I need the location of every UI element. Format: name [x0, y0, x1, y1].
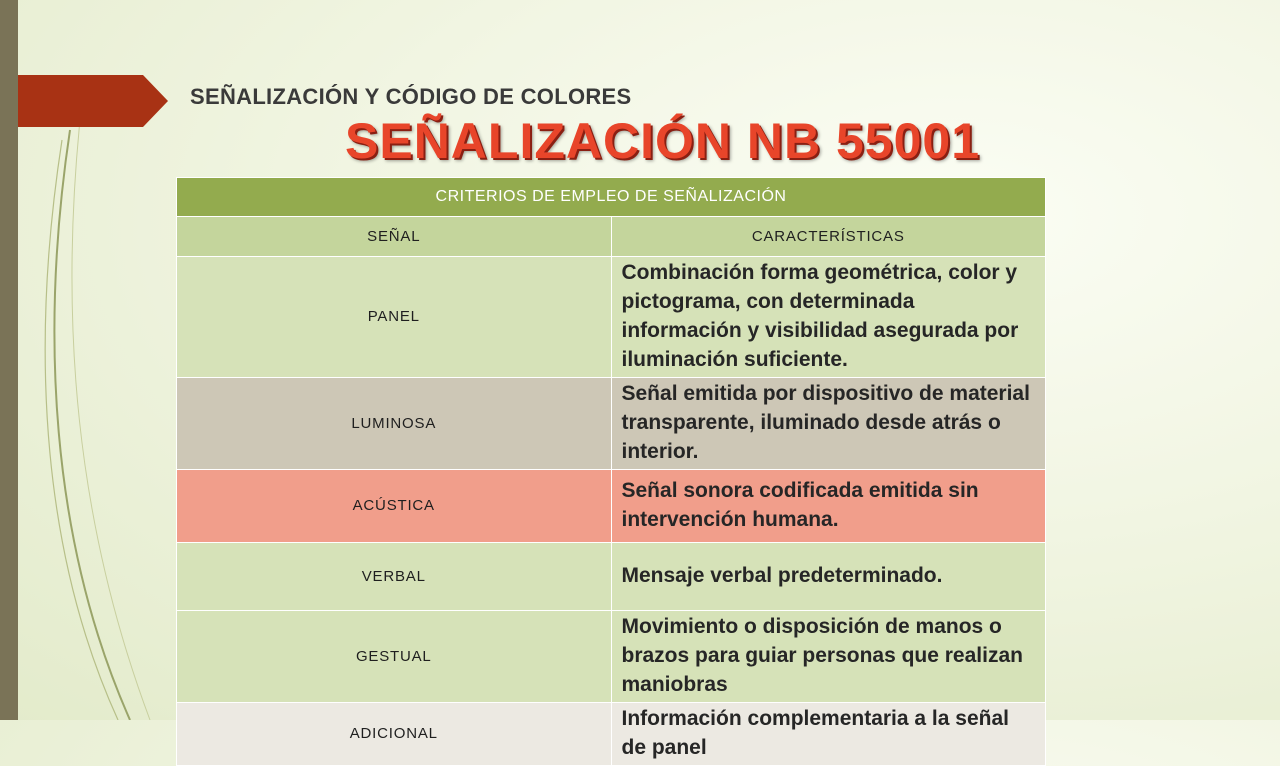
side-bar: [0, 0, 18, 720]
table-row: [177, 542, 1046, 610]
row-description: Mensaje verbal predeterminado.: [611, 542, 1046, 610]
table-row: [177, 377, 1046, 469]
slide-subtitle: SEÑALIZACIÓN Y CÓDIGO DE COLORES: [190, 84, 632, 109]
table-row: [177, 469, 1046, 542]
column-header-signal: SEÑAL: [177, 217, 612, 257]
signage-criteria-table: [176, 177, 1046, 766]
row-signal: GESTUAL: [177, 610, 612, 702]
column-header-characteristics: CARACTERÍSTICAS: [611, 217, 1046, 257]
table-header: CRITERIOS DE EMPLEO DE SEÑALIZACIÓN: [177, 178, 1046, 217]
column-header-row: [177, 217, 1046, 257]
slide-title: SEÑALIZACIÓN NB 55001: [345, 113, 981, 169]
table-row: [177, 610, 1046, 702]
table-header-row: [177, 178, 1046, 217]
title-arrow-shape: [18, 75, 168, 127]
row-description: Combinación forma geométrica, color y pictograma, con determinada información y visibilidad asegurada por iluminación suficiente.: [611, 257, 1046, 378]
row-description: Movimiento o disposición de manos o brazos para guiar personas que realizan maniobras: [611, 610, 1046, 702]
row-description: Información complementaria a la señal de panel: [611, 702, 1046, 765]
table-row: [177, 257, 1046, 378]
table-row: [177, 702, 1046, 765]
row-signal: PANEL: [177, 257, 612, 378]
row-signal: LUMINOSA: [177, 377, 612, 469]
row-description: Señal emitida por dispositivo de material transparente, iluminado desde atrás o interior.: [611, 377, 1046, 469]
row-signal: VERBAL: [177, 542, 612, 610]
row-signal: ACÚSTICA: [177, 469, 612, 542]
row-description: Señal sonora codificada emitida sin intervención humana.: [611, 469, 1046, 542]
row-signal: ADICIONAL: [177, 702, 612, 765]
